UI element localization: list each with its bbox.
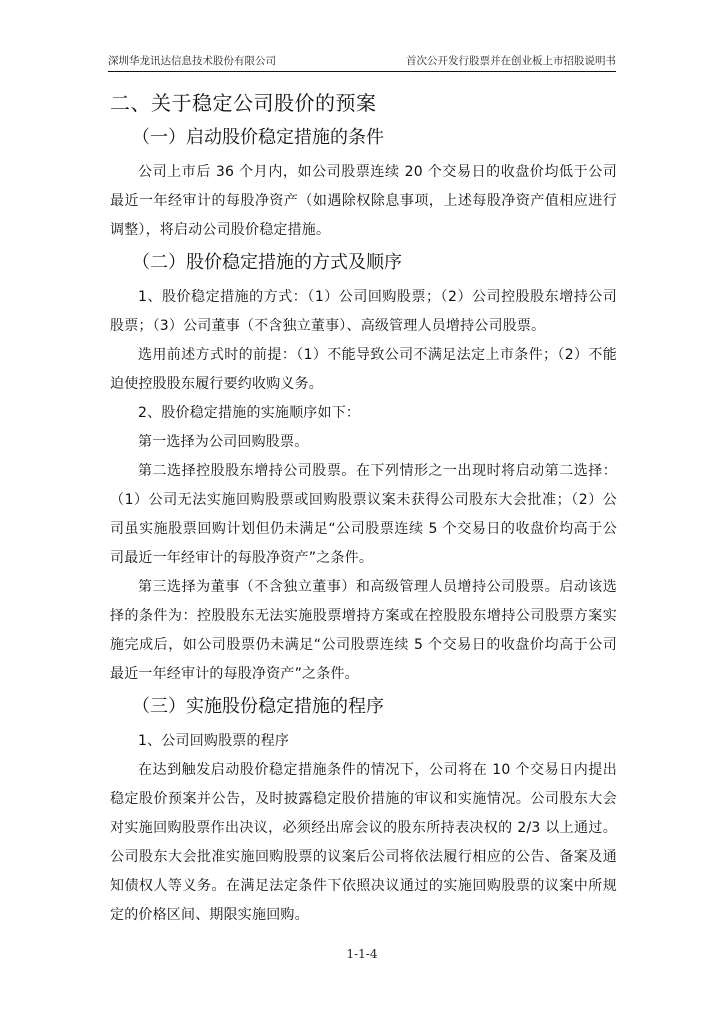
subsection-2-paragraph-4: 第一选择为公司回购股票。 xyxy=(138,434,309,450)
subsection-2-paragraph-2: 选用前述方式时的前提：（1）不能导致公司不满足法定上市条件；（2）不能迫使控股股东履行要约收购义务。 xyxy=(110,347,617,392)
subsection-2-paragraph-6: 第三选择为董事（不含独立董事）和高级管理人员增持公司股票。启动该选择的条件为：控股股东无法实施股票增持方案或在控股股东增持公司股票方案实施完成后，如公司股票仍未满足“公司股票连续 5 个交易日的收盘价均高于公司最近一年经审计的每股净资产”之条件。 xyxy=(110,579,617,682)
section-title: 二、关于稳定公司股价的预案 xyxy=(110,91,377,115)
header-document-title: 首次公开发行股票并在创业板上市招股说明书 xyxy=(406,55,616,67)
subsection-2-paragraph-1: 1、股价稳定措施的方式：（1）公司回购股票；（2）公司控股股东增持公司股票；（3）公司董事（不含独立董事）、高级管理人员增持公司股票。 xyxy=(110,289,617,334)
subsection-3-title: （三）实施股份稳定措施的程序 xyxy=(132,696,384,717)
document-body xyxy=(110,88,617,930)
subsection-1-title: （一）启动股价稳定措施的条件 xyxy=(132,127,384,148)
subsection-2-paragraph-5: 第二选择控股股东增持公司股票。在下列情形之一出现时将启动第二选择：（1）公司无法实施回购股票或回购股票议案未获得公司股东大会批准；（2）公司虽实施股票回购计划但仍未满足“公司股票连续 5 个交易日的收盘价均高于公司最近一年经审计的每股净资产”之条件。 xyxy=(110,463,617,566)
page-header xyxy=(108,50,616,68)
subsection-2-paragraph-3: 2、股价稳定措施的实施顺序如下： xyxy=(138,405,361,421)
subsection-3-paragraph-1: 1、公司回购股票的程序 xyxy=(138,733,290,749)
header-rule xyxy=(108,71,616,72)
header-company-name: 深圳华龙讯达信息技术股份有限公司 xyxy=(108,55,276,67)
subsection-2-title: （二）股价稳定措施的方式及顺序 xyxy=(132,252,402,273)
subsection-1-paragraph-1: 公司上市后 36 个月内，如公司股票连续 20 个交易日的收盘价均低于公司最近一年经审计的每股净资产（如遇除权除息事项，上述每股净资产值相应进行调整），将启动公司股价稳定措施。 xyxy=(110,164,617,238)
page-number: 1-1-4 xyxy=(346,947,378,961)
subsection-3-paragraph-2: 在达到触发启动股价稳定措施条件的情况下，公司将在 10 个交易日内提出稳定股价预案并公告，及时披露稳定股价措施的审议和实施情况。公司股东大会对实施回购股票作出决议，必须经出席会议的股东所持表决权的 2/3 以上通过。公司股东大会批准实施回购股票的议案后公司将依法履行相应的公告、备案及通知债权人等义务。在满足法定条件下依照决议通过的实施回购股票的议案中所规定的价格区间、期限实施回购。 xyxy=(110,762,617,923)
